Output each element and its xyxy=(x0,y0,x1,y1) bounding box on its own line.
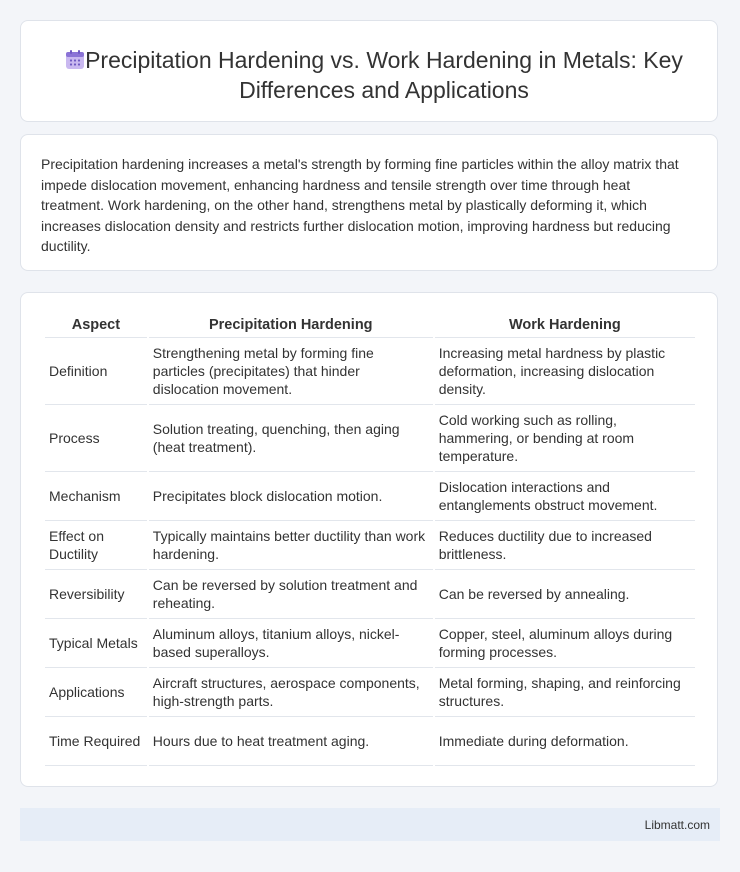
header-aspect: Aspect xyxy=(45,313,147,338)
comparison-table-card xyxy=(20,292,718,787)
intro-card xyxy=(20,134,718,271)
row-aspect: Typical Metals xyxy=(45,619,147,668)
table-row xyxy=(45,717,695,766)
row-aspect: Time Required xyxy=(45,717,147,766)
row-aspect: Applications xyxy=(45,668,147,717)
table-row xyxy=(45,570,695,619)
table-row xyxy=(45,405,695,472)
table-row xyxy=(45,521,695,570)
row-precipitation: Strengthening metal by forming fine particles (precipitates) that hinder dislocation movement. xyxy=(149,338,433,405)
row-work: Copper, steel, aluminum alloys during forming processes. xyxy=(435,619,695,668)
row-work: Reduces ductility due to increased brittleness. xyxy=(435,521,695,570)
row-aspect: Effect on Ductility xyxy=(45,521,147,570)
row-precipitation: Typically maintains better ductility than work hardening. xyxy=(149,521,433,570)
row-work: Dislocation interactions and entanglements obstruct movement. xyxy=(435,472,695,521)
footer xyxy=(20,808,720,841)
title-card xyxy=(20,20,718,122)
header-precipitation-hardening: Precipitation Hardening xyxy=(149,313,433,338)
table-row xyxy=(45,619,695,668)
row-precipitation: Aircraft structures, aerospace components, high-strength parts. xyxy=(149,668,433,717)
page-title: Precipitation Hardening vs. Work Hardening in Metals: Key Differences and Applications xyxy=(85,47,683,103)
row-aspect: Process xyxy=(45,405,147,472)
row-work: Cold working such as rolling, hammering, or bending at room temperature. xyxy=(435,405,695,472)
table-row xyxy=(45,338,695,405)
footer-site-link[interactable]: Libmatt.com xyxy=(644,818,710,832)
row-aspect: Mechanism xyxy=(45,472,147,521)
table-row xyxy=(45,472,695,521)
row-aspect: Reversibility xyxy=(45,570,147,619)
row-precipitation: Solution treating, quenching, then aging (heat treatment). xyxy=(149,405,433,472)
row-work: Metal forming, shaping, and reinforcing structures. xyxy=(435,668,695,717)
row-work: Increasing metal hardness by plastic deformation, increasing dislocation density. xyxy=(435,338,695,405)
row-aspect: Definition xyxy=(45,338,147,405)
row-work: Immediate during deformation. xyxy=(435,717,695,766)
row-precipitation: Hours due to heat treatment aging. xyxy=(149,717,433,766)
intro-paragraph: Precipitation hardening increases a metal's strength by forming fine particles within the alloy matrix that impede dislocation movement, enhancing hardness and tensile strength over time through heat treatment. Work hardening, on the other hand, strengthens metal by plastically deforming it, which increases dislocation density and restricts further dislocation motion, improving hardness but reducing ductility. xyxy=(41,156,679,254)
row-precipitation: Aluminum alloys, titanium alloys, nickel-based superalloys. xyxy=(149,619,433,668)
header-work-hardening: Work Hardening xyxy=(435,313,695,338)
table-row xyxy=(45,668,695,717)
row-work: Can be reversed by annealing. xyxy=(435,570,695,619)
row-precipitation: Precipitates block dislocation motion. xyxy=(149,472,433,521)
comparison-table xyxy=(43,313,697,766)
row-precipitation: Can be reversed by solution treatment and reheating. xyxy=(149,570,433,619)
table-header-row xyxy=(45,313,695,338)
